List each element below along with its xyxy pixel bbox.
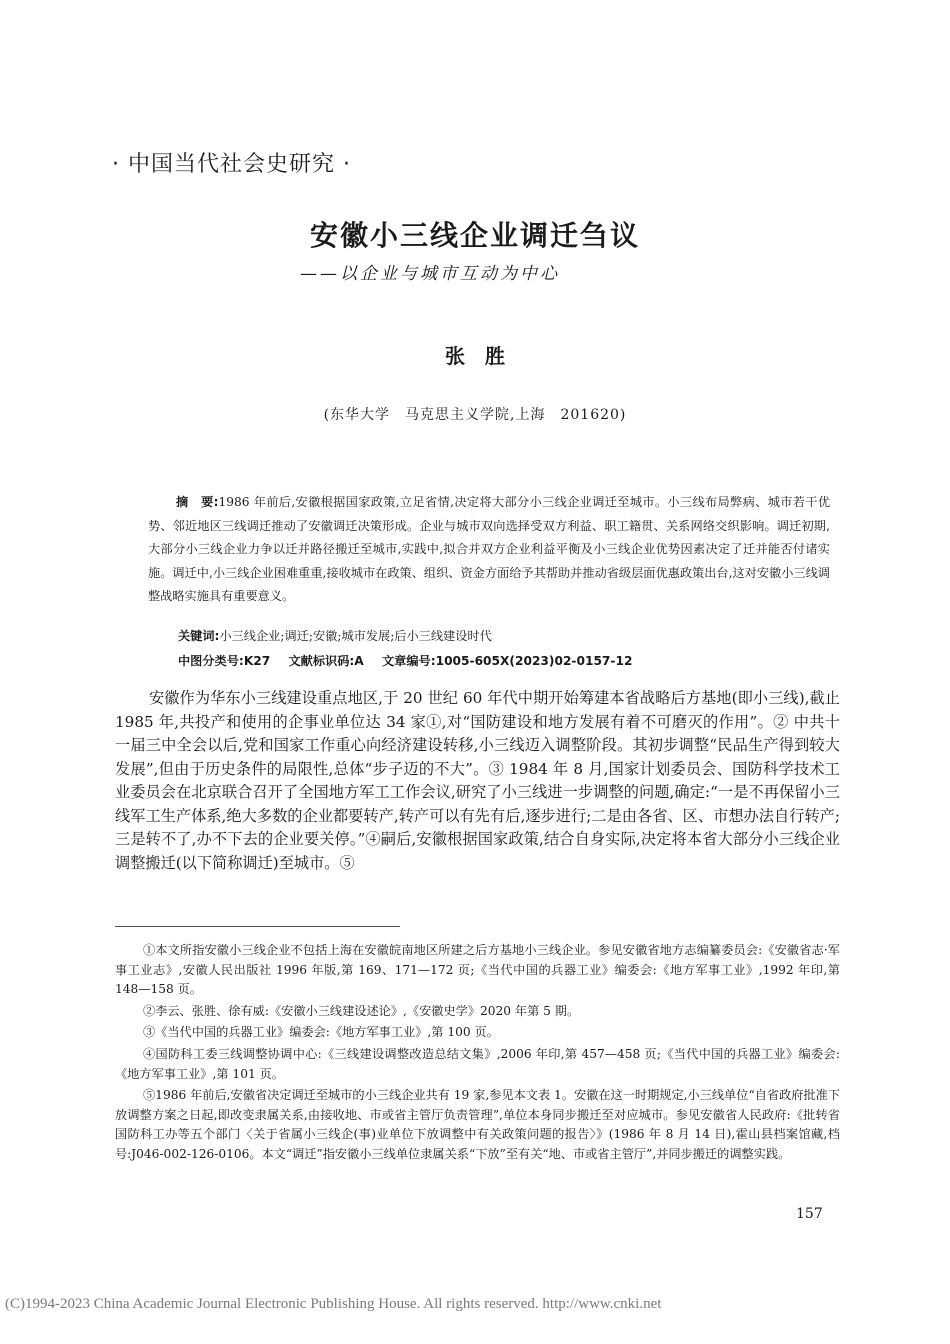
footnote-divider [115,926,400,927]
footnote-5: ⑤1986 年前后,安徽省决定调迁至城市的小三线企业共有 19 家,参见本文表 1。安徽在这一时期规定,小三线单位“自省政府批准下放调整方案之日起,即改变隶属关系,由接收地、市或省主管厅负责管理”,单位本身同步搬迁至对应城市。参见安徽省人民政府:《批转省国防科工办等五个部门〈关于省属小三线企(事)业单位下放调整中有关政策问题的报告〉》(1986 年 8 月 14 日),霍山县档案馆藏,档号:J046-002-126-0106。本文“调迁”指安徽小三线单位隶属关系“下放”至有关“地、市或省主管厅”,并同步搬迁的调整实践。 [115,1088,841,1161]
footnotes [115,941,840,1167]
abstract [148,491,830,609]
journal-section-header: · 中国当代社会史研究 · [112,152,351,177]
doc-code-label: 文献标识码: [288,654,355,668]
doc-code-value: A [354,654,364,668]
footnote-3: ③《当代中国的兵器工业》编委会:《地方军事工业》,第 100 页。 [143,1025,499,1040]
article-subtitle: ——以企业与城市互动为中心 [300,264,560,284]
footnote-2: ②李云、张胜、徐有威:《安徽小三线建设述论》,《安徽史学》2020 年第 5 期。 [143,1003,580,1018]
body-paragraph: 安徽作为华东小三线建设重点地区,于 20 世纪 60 年代中期开始筹建本省战略后方基地(即小三线),截止 1985 年,共投产和使用的企事业单位达 34 家①,对“国防建设和地方发展有着不可磨灭的作用”。② 中共十一届三中全会以后,党和国家工作重心向经济建设转移,小三线迈入调整阶段。其初步调整“民品生产得到较大发展”,但由于历史条件的局限性,总体“步子迈的不大”。③ 1984 年 8 月,国家计划委员会、国防科学技术工业委员会在北京联合召开了全国地方军工工作会议,研究了小三线进一步调整的问题,确定:“一是不再保留小三线军工生产体系,绝大多数的企业都要转产,转产可以有先有后,逐步进行;二是由各省、区、市想办法自行转产;三是转不了,办不下去的企业要关停。”④嗣后,安徽根据国家政策,结合自身实际,决定将本省大部分小三线企业调整搬迁(以下简称调迁)至城市。⑤ [115,689,840,872]
keywords-text: 小三线企业;调迁;安徽;城市发展;后小三线建设时代 [219,629,492,643]
classification-line [178,652,632,669]
abstract-label: 摘 要: [176,495,219,509]
footnote-1: ①本文所指安徽小三线企业不包括上海在安徽皖南地区所建之后方基地小三线企业。参见安徽省地方志编纂委员会:《安徽省志·军事工业志》,安徽人民出版社 1996 年版,第 169、171—172 页;《当代中国的兵器工业》编委会:《地方军事工业》,1992 年印,第 148—158 页。 [115,943,840,997]
author-affiliation: (东华大学 马克思主义学院,上海 201620) [323,407,627,423]
article-number-value: 1005-605X(2023)02-0157-12 [435,654,633,668]
keywords [178,627,492,644]
copyright-footer: (C)1994-2023 China Academic Journal Electronic Publishing House. All rights reserved. http://www.cnki.net [5,1296,662,1312]
footnote-4: ④国防科工委三线调整协调中心:《三线建设调整改造总结文集》,2006 年印,第 457—458 页;《当代中国的兵器工业》编委会:《地方军事工业》,第 101 页。 [115,1046,840,1081]
page-number: 157 [796,1206,823,1222]
abstract-text: 1986 年前后,安徽根据国家政策,立足省情,决定将大部分小三线企业调迁至城市。小三线布局弊病、城市若干优势、邻近地区三线调迁推动了安徽调迁决策形成。企业与城市双向选择受双方利益、职工籍贯、关系网络交织影响。调迁初期,大部分小三线企业力争以迁并路径搬迁至城市,实践中,拟合并双方企业利益平衡及小三线企业优势因素决定了迁并能否付诸实施。调迁中,小三线企业困难重重,接收城市在政策、组织、资金方面给予其帮助并推动省级层面优惠政策出台,这对安徽小三线调整战略实施具有重要意义。 [148,495,831,604]
article-number-label: 文章编号: [381,654,436,668]
keywords-label: 关键词: [178,629,220,643]
article-title: 安徽小三线企业调迁刍议 [309,219,640,252]
clc-label: 中图分类号: [178,654,244,668]
clc-value: K27 [243,654,271,668]
author-name: 张胜 [445,344,525,368]
